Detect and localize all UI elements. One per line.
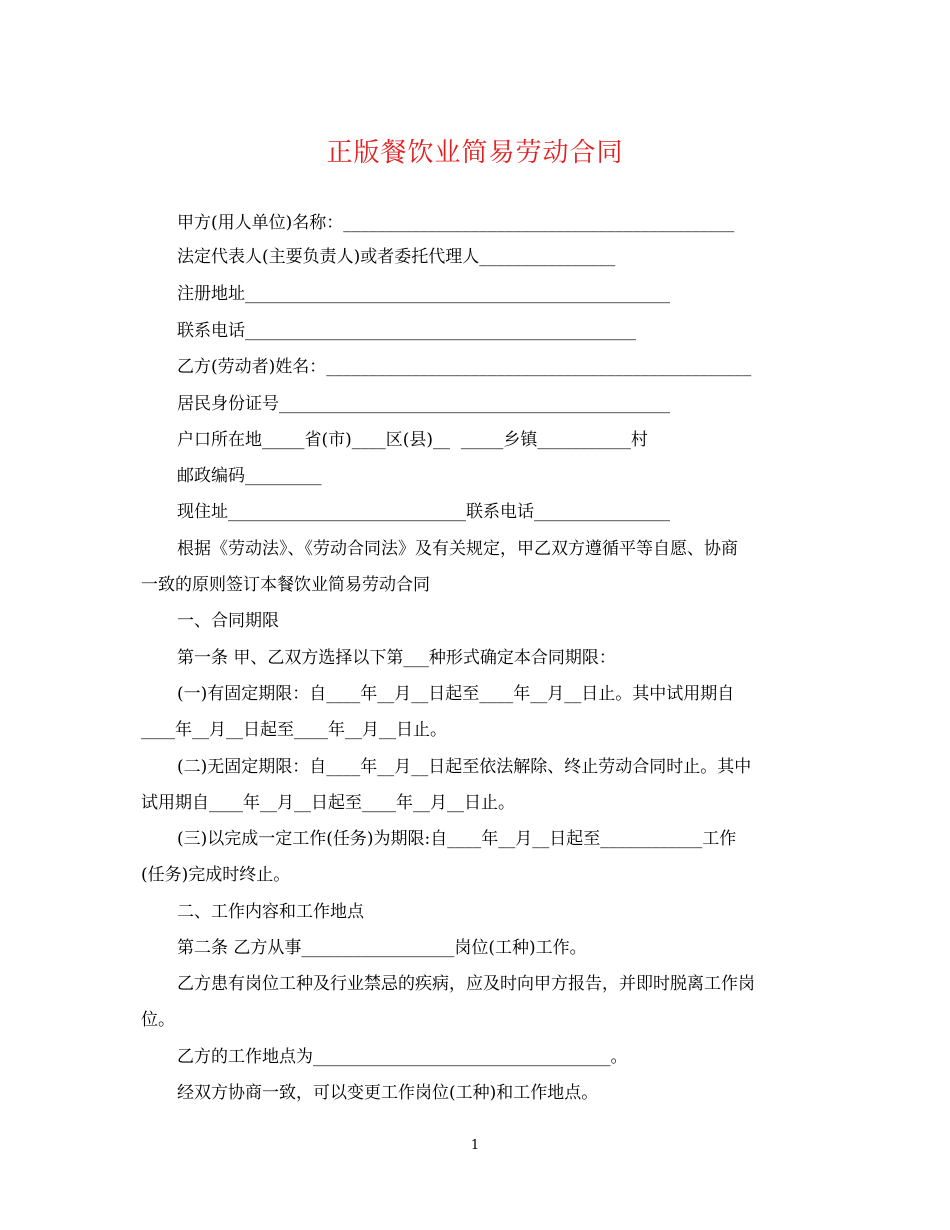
paragraph-text: (二)无固定期限：自____年__月__日起至依法解除、终止劳动合同时止。其中 [177,757,752,777]
paragraph-text: (任务)完成时终止。 [141,865,291,885]
section-heading: 一、合同期限 [177,611,279,631]
paragraph-text: 试用期自____年__月__日起至____年__月__日止。 [141,793,515,813]
paragraph-text: (三)以完成一定工作(任务)为期限:自____年__月__日起至____________工作 [177,829,737,849]
postal-code-line: 邮政编码_________ [177,466,322,486]
party-b-name-line: 乙方(劳动者)姓名：__________________________________________________ [177,357,752,377]
paragraph-text: 一致的原则签订本餐饮业简易劳动合同 [141,575,430,595]
paragraph-text: 经双方协商一致，可以变更工作岗位(工种)和工作地点。 [177,1083,599,1103]
article-text: 第一条 甲、乙双方选择以下第___种形式确定本合同期限： [177,648,616,668]
work-location-line: 乙方的工作地点为___________________________________。 [177,1047,628,1067]
article-text: 第二条 乙方从事__________________岗位(工种)工作。 [177,938,587,958]
section-heading: 二、工作内容和工作地点 [177,902,364,922]
party-a-phone-line: 联系电话______________________________________________ [177,321,636,341]
paragraph-text: (一)有固定期限：自____年__月__日起至____年__月__日止。其中试用期自 [177,684,735,704]
registered-address-line: 注册地址__________________________________________________ [177,284,670,304]
page-number: 1 [470,1138,480,1153]
party-a-name-line: 甲方(用人单位)名称：______________________________________________ [177,213,735,233]
paragraph-text: ____年__月__日起至____年__月__日止。 [141,720,447,740]
paragraph-text: 位。 [141,1010,175,1030]
id-number-line: 居民身份证号______________________________________________ [177,394,670,414]
legal-representative-line: 法定代表人(主要负责人)或者委托代理人________________ [177,247,616,267]
current-address-line: 现住址____________________________联系电话________________ [177,502,670,522]
paragraph-text: 根据《劳动法》、《劳动合同法》及有关规定，甲乙双方遵循平等自愿、协商 [177,539,738,559]
paragraph-text: 乙方患有岗位工种及行业禁忌的疾病，应及时向甲方报告，并即时脱离工作岗 [177,974,755,994]
document-title: 正版餐饮业简易劳动合同 [326,138,624,168]
household-registration-line: 户口所在地_____省(市)____区(县)__ _____乡镇___________村 [177,430,648,450]
